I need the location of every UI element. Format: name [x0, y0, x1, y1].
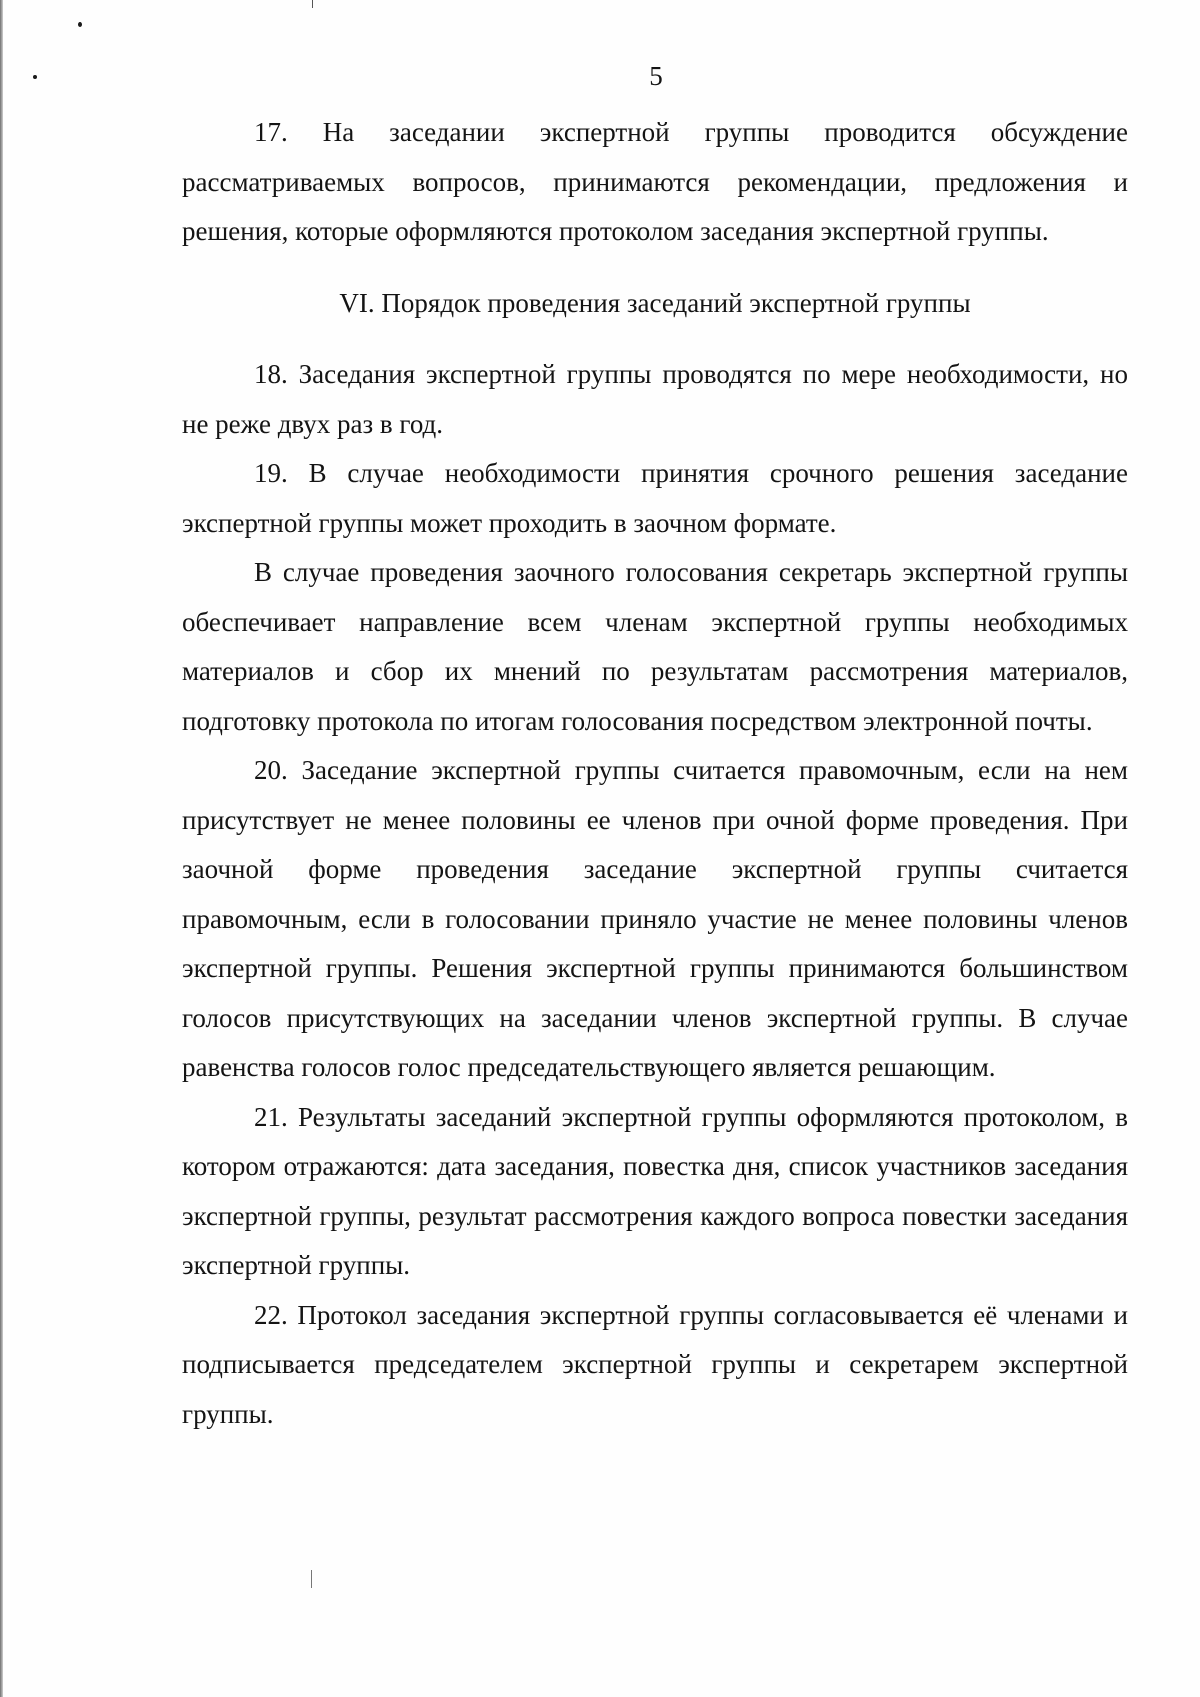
paragraph-20: 20. Заседание экспертной группы считается правомочным, если на нем присутствует не менее половины ее членов при очной форме проведения. При заочной форме проведения заседание экспертной группы считается правомочным, если в голосовании приняло участие не менее половины членов экспертной группы. Решения экспертной группы принимаются большинством голосов присутствующих на заседании членов экспертной группы. В случае равенства голосов голос председательствующего является решающим. — [182, 755, 1128, 1082]
paragraph-17: 17. На заседании экспертной группы проводится обсуждение рассматриваемых вопросов, принимаются рекомендации, предложения и решения, которые оформляются протоколом заседания экспертной группы. — [182, 117, 1128, 246]
scan-mark — [312, 0, 313, 8]
section-heading: VI. Порядок проведения заседаний экспертной группы — [339, 287, 971, 318]
paragraph-21: 21. Результаты заседаний экспертной группы оформляются протоколом, в котором отражаются: дата заседания, повестка дня, список участников заседания экспертной группы, результат рассмотрения каждого вопроса повестки заседания экспертной группы. — [182, 1101, 1128, 1280]
paragraph-22: 22. Протокол заседания экспертной группы согласовывается её членами и подписывается председателем экспертной группы и секретарем экспертной группы. — [182, 1299, 1128, 1429]
paragraph-19-continued: В случае проведения заочного голосования секретарь экспертной группы обеспечивает направление всем членам экспертной группы необходимых материалов и сбор их мнений по результатам рассмотрения материалов, подготовку протокола по итогам голосования посредством электронной почты. — [182, 557, 1128, 736]
scan-speck — [78, 22, 82, 27]
scan-edge-shadow — [0, 0, 3, 1697]
paragraph-18: 18. Заседания экспертной группы проводятся по мере необходимости, но не реже двух раз в год. — [182, 359, 1128, 439]
page-number: 5 — [649, 61, 663, 91]
scan-mark — [311, 1570, 312, 1588]
paragraph-19: 19. В случае необходимости принятия срочного решения заседание экспертной группы может проходить в заочном формате. — [182, 458, 1128, 538]
document-body — [182, 108, 1128, 1439]
